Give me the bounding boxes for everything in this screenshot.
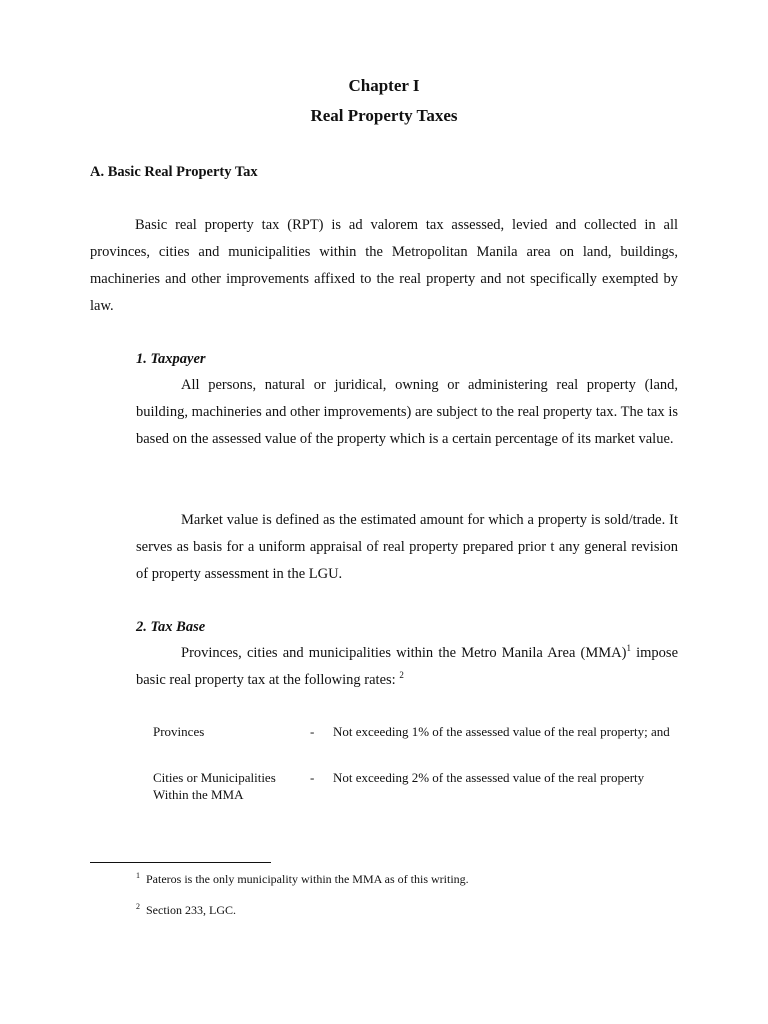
subheading-taxpayer: 1. Taxpayer (136, 351, 206, 367)
rate-label: Provinces (153, 724, 205, 739)
footnote-mark: 1 (136, 871, 140, 880)
footnote-1 (136, 871, 469, 887)
tax-base-intro-paragraph (136, 640, 678, 694)
rate-label: Cities or Municipalities Within the MMA (153, 770, 276, 802)
section-a-paragraph (90, 212, 678, 320)
rate-dash: - (310, 724, 315, 739)
rate-description: Not exceeding 2% of the assessed value of the real property (333, 770, 645, 785)
taxpayer-paragraph-2-text: Market value is defined as the estimated amount for which a property is sold/trade. It serves as basis for a uniform appraisal of real property prepared prior t any general revision of property assessment in the LGU. (136, 512, 678, 582)
rate-row-provinces (153, 723, 683, 769)
taxpayer-paragraph-2 (136, 507, 678, 588)
footnote-ref-1[interactable]: 1 (626, 643, 631, 653)
chapter-title: Chapter I (348, 76, 420, 95)
subheading-tax-base: 2. Tax Base (136, 619, 206, 635)
chapter-subtitle: Real Property Taxes (310, 106, 458, 125)
footnote-2 (136, 902, 236, 918)
section-heading-basic-rpt: A. Basic Real Property Tax (90, 164, 258, 180)
tax-base-intro-text: Provinces, cities and municipalities within the Metro Manila Area (MMA) (181, 645, 627, 661)
footnote-mark: 2 (136, 902, 140, 911)
footnote-separator (90, 862, 271, 863)
rate-dash: - (310, 770, 315, 785)
footnote-ref-2[interactable]: 2 (399, 670, 404, 680)
footnote-text: Pateros is the only municipality within the MMA as of this writing. (146, 872, 469, 886)
footnote-text: Section 233, LGC. (146, 903, 236, 917)
tax-rates-table (153, 723, 683, 815)
rate-row-cities-municipalities (153, 769, 683, 815)
taxpayer-paragraph-1-text: All persons, natural or juridical, owning or administering real property (land, building, machineries and other improvements) are subject to the real property tax. The tax is based on the assessed value of the property which is a certain percentage of its market value. (136, 377, 678, 447)
section-a-paragraph-text: Basic real property tax (RPT) is ad valorem tax assessed, levied and collected in all provinces, cities and municipalities within the Metropolitan Manila area on land, buildings, machineries and other improvements affixed to the real property and not specifically exempted by law. (90, 217, 678, 314)
taxpayer-paragraph-1 (136, 372, 678, 453)
rate-description: Not exceeding 1% of the assessed value of the real property; and (333, 724, 670, 739)
tax-base-intro-text-2: impose basic real property tax at the following rates: (136, 645, 679, 688)
